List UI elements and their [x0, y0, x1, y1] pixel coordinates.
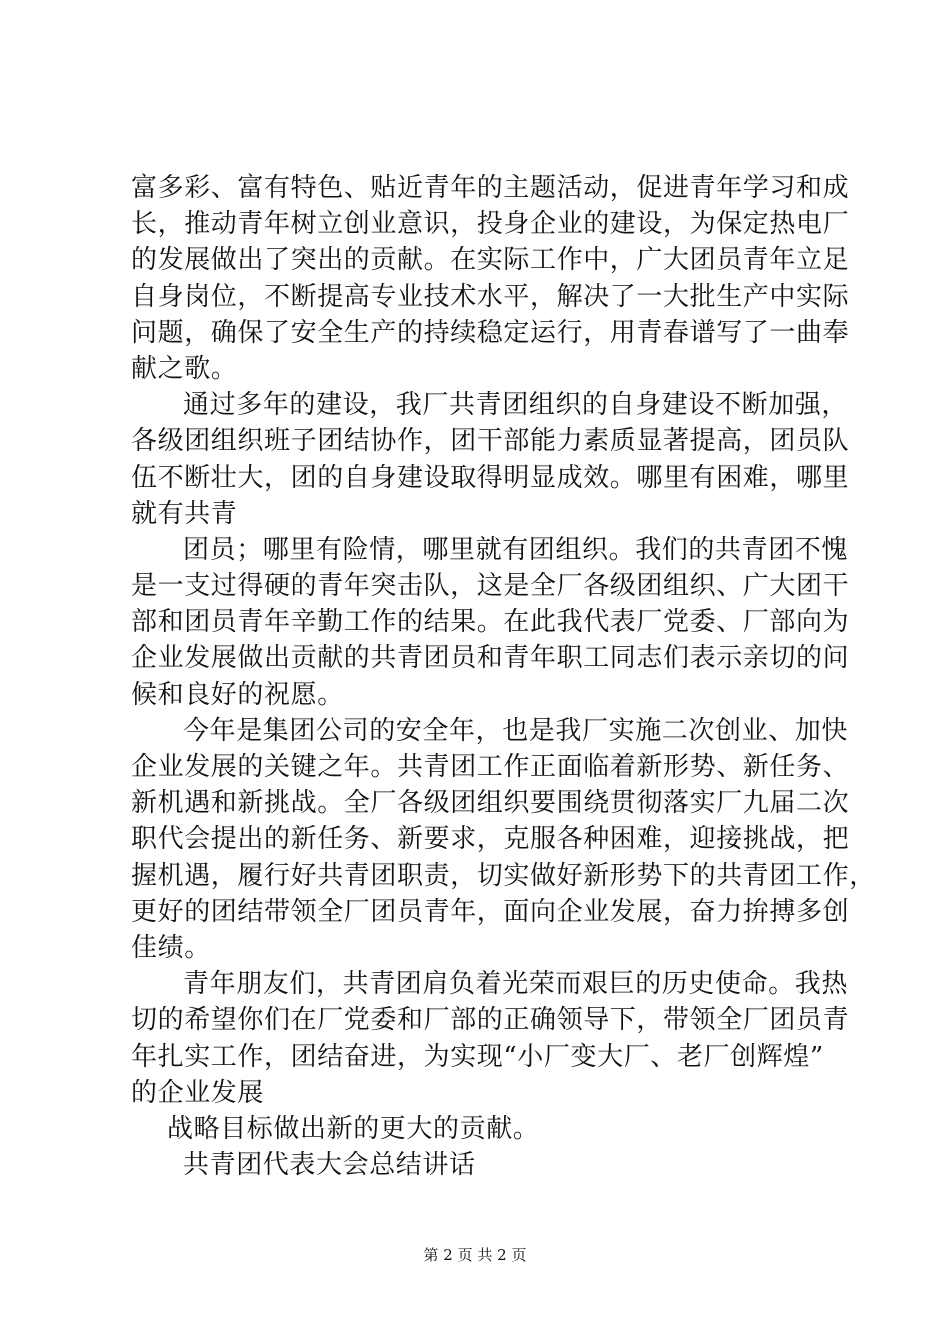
text-line: 各级团组织班子团结协作，团干部能力素质显著提高，团员队	[131, 426, 850, 457]
text-line: 企业发展的关键之年。共青团工作正面临着新形势、新任务、	[131, 752, 850, 782]
text-line: 献之歌。	[131, 353, 238, 384]
text-line: 今年是集团公司的安全年，也是我厂实施二次创业、加快	[183, 715, 849, 746]
text-line: 共青团代表大会总结讲话	[183, 1150, 476, 1181]
text-line: 的发展做出了突出的贡献。在实际工作中，广大团员青年立足	[131, 245, 850, 276]
document-body	[131, 170, 876, 1183]
text-line: 企业发展做出贡献的共青团员和青年职工同志们表示亲切的问	[131, 643, 850, 674]
text-line: 伍不断壮大，团的自身建设取得明显成效。哪里有困难，哪里	[131, 462, 850, 493]
text-line: 自身岗位，不断提高专业技术水平，解决了一大批生产中实际	[131, 281, 850, 312]
text-line: 团员；哪里有险情，哪里就有团组织。我们的共青团不愧	[183, 534, 849, 565]
text-line: 更好的团结带领全厂团员青年，面向企业发展，奋力拚搏多创	[131, 896, 850, 927]
text-line: 职代会提出的新任务、新要求，克服各种困难，迎接挑战，把	[131, 824, 850, 855]
text-line: 就有共青	[131, 498, 238, 529]
text-line: 握机遇，履行好共青团职责，切实做好新形势下的共青团工作，	[131, 860, 876, 891]
page-footer: 第 2 页 共 2 页	[423, 1246, 527, 1264]
text-line: 通过多年的建设，我厂共青团组织的自身建设不断加强，	[183, 390, 849, 421]
text-line: 候和良好的祝愿。	[131, 679, 344, 710]
text-line: 的企业发展	[131, 1077, 265, 1108]
text-line: 部和团员青年辛勤工作的结果。在此我代表厂党委、厂部向为	[131, 607, 850, 638]
text-line: 年扎实工作，团结奋进，为实现“小厂变大厂、老厂创辉煌”	[131, 1041, 824, 1072]
text-line: 青年朋友们，共青团肩负着光荣而艰巨的历史使命。我热	[183, 969, 849, 1000]
text-line: 是一支过得硬的青年突击队，这是全厂各级团组织、广大团干	[131, 571, 850, 602]
text-line: 切的希望你们在厂党委和厂部的正确领导下，带领全厂团员青	[131, 1005, 850, 1036]
text-line: 富多彩、富有特色、贴近青年的主题活动，促进青年学习和成	[131, 173, 850, 203]
text-line: 佳绩。	[131, 932, 211, 963]
text-line: 战略目标做出新的更大的贡献。	[167, 1113, 540, 1144]
text-line: 新机遇和新挑战。全厂各级团组织要围绕贯彻落实厂九届二次	[131, 788, 850, 819]
text-line: 长，推动青年树立创业意识，投身企业的建设，为保定热电厂	[131, 209, 850, 240]
text-line: 问题，确保了安全生产的持续稳定运行，用青春谱写了一曲奉	[131, 317, 850, 348]
